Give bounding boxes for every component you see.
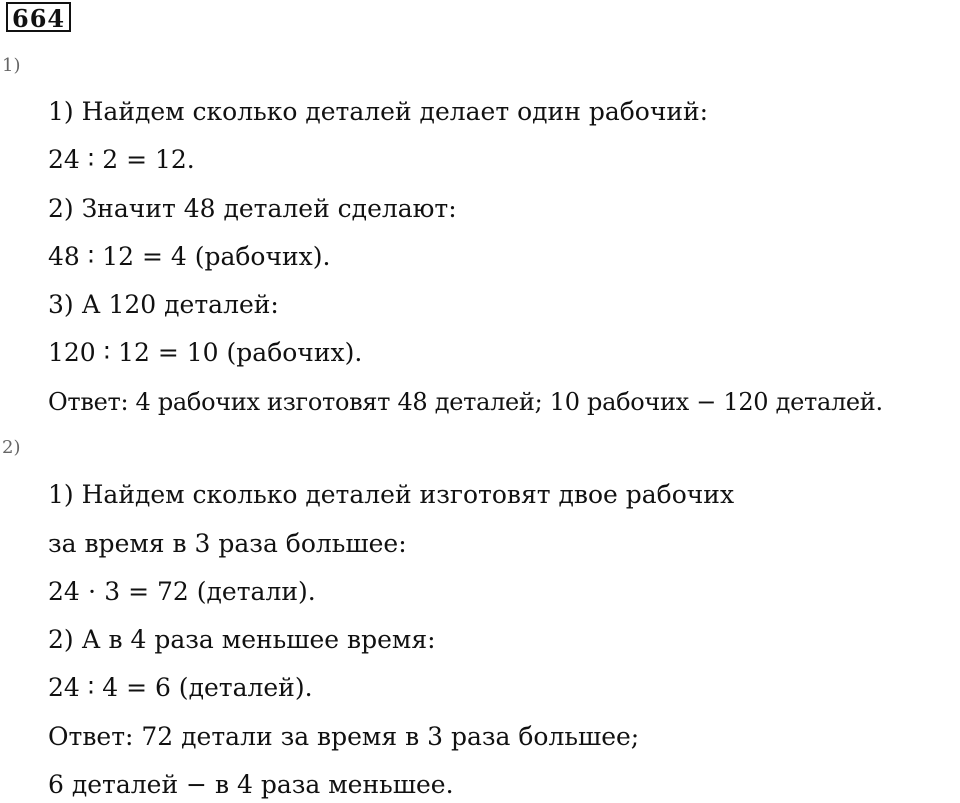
answer-line: 6 деталей − в 4 раза меньшее. — [48, 770, 454, 799]
solution-line: 2) А в 4 раза меньшее время: — [48, 625, 436, 654]
solution-line: 1) Найдем сколько деталей изготовят двое рабочих — [48, 480, 735, 509]
problem-number: 664 — [6, 2, 71, 32]
solution-line: 120 ∶ 12 = 10 (рабочих). — [48, 338, 363, 367]
solution-line: за время в 3 раза большее: — [48, 529, 407, 558]
part-label-1: 1) — [2, 55, 21, 76]
solution-line: 24 ∶ 2 = 12. — [48, 145, 195, 174]
solution-line: 24 ⋅ 3 = 72 (детали). — [48, 577, 316, 606]
part-label-2: 2) — [2, 437, 21, 458]
answer-line: Ответ: 72 детали за время в 3 раза большее; — [48, 722, 640, 751]
solution-line: 3) А 120 деталей: — [48, 290, 279, 319]
solution-line: 48 ∶ 12 = 4 (рабочих). — [48, 242, 331, 271]
solution-line: 1) Найдем сколько деталей делает один рабочий: — [48, 97, 709, 126]
solution-line: 24 ∶ 4 = 6 (деталей). — [48, 673, 313, 702]
answer-line: Ответ: 4 рабочих изготовят 48 деталей; 10 рабочих − 120 деталей. — [48, 388, 883, 416]
solution-line: 2) Значит 48 деталей сделают: — [48, 194, 457, 223]
